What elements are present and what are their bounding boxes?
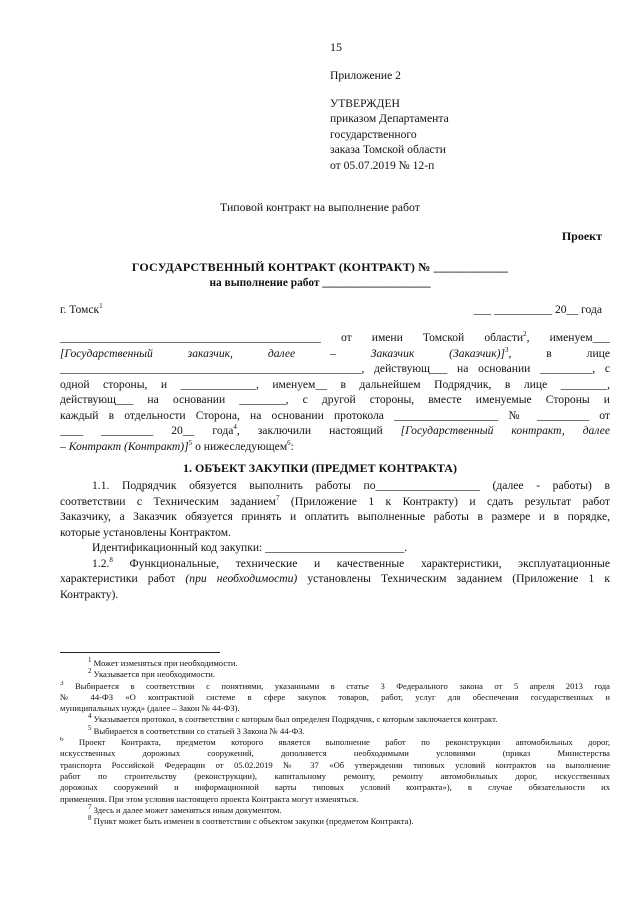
footnote-line: работ по строительству (реконструкции), капитальному ремонту, ремонту автомобильных дорог, искусственных <box>60 770 610 781</box>
paragraph-line: которые установлены Контрактом. <box>60 525 231 539</box>
text: ____ _________ 20__ года <box>60 424 234 437</box>
appendix-label: Приложение 2 <box>330 69 401 82</box>
text: , в лице <box>508 346 610 360</box>
text: Выбирается в соответствии с понятиями, указанными в статье 3 Федерального закона от 5 апреля 2013 года <box>74 680 610 691</box>
paragraph-line: 1.1. Подрядчик обязуется выполнить работы по__________________ (далее - работы) в <box>92 479 610 492</box>
footnote-ref: 4 <box>233 423 237 432</box>
procurement-code: Идентификационный код закупки: ________________________. <box>92 541 408 554</box>
city <box>60 303 103 316</box>
text: – Контракт (Контракт)] <box>60 439 189 453</box>
text: [Государственный заказчик, далее – Заказчик (Заказчик)] <box>60 346 506 360</box>
preamble-line <box>60 439 610 455</box>
footnote <box>60 658 610 669</box>
footnote-line: дорожных сооружений и информационной карты типовых условий контракта»), в случае обязательности их <box>60 782 610 793</box>
footnote-number: 2 <box>88 667 92 676</box>
text: [Государственный контракт, далее <box>400 424 610 437</box>
text: Здесь и далее может заменяться иным документом. <box>93 804 282 815</box>
text: (Приложение 1 к Контракту) и сдать результат работ <box>279 494 610 508</box>
text: _____________________________________________ от имени Томской области <box>60 331 524 344</box>
footnote <box>60 669 610 680</box>
section-body <box>60 478 610 602</box>
text: , именуем___ <box>526 331 610 344</box>
footnote-ref: 2 <box>523 330 527 339</box>
paragraph-line <box>60 494 610 510</box>
footnote-divider <box>60 652 220 653</box>
approval-block <box>330 68 590 173</box>
preamble-line <box>60 346 610 362</box>
contract-title-line2: на выполнение работ ___________________ <box>209 276 431 289</box>
text: : <box>290 439 294 453</box>
city-name: г. Томск <box>60 303 100 316</box>
text: соответствии с Техническим заданием <box>60 494 276 508</box>
text: Указывается протокол, в соответствии с которым был определен Подрядчик, с которым заключается контракт. <box>93 714 498 725</box>
text: Указывается при необходимости. <box>93 669 216 680</box>
footnote-number: 5 <box>88 723 92 732</box>
text: Проект Контракта, предметом которого является выполнение работ по реконструкции автомобильных дорог, <box>78 737 610 748</box>
text: Функциональные, технические и качественные характеристики, эксплуатационные <box>112 556 610 570</box>
footnote-line: № 44-ФЗ «О контрактной системе в сфере закупок товаров, работ, услуг для обеспечения государственных и <box>60 691 610 702</box>
text: (при необходимости) <box>185 572 298 585</box>
footnote <box>60 816 610 827</box>
preamble-line <box>60 423 610 439</box>
contract-title-line1: ГОСУДАРСТВЕННЫЙ КОНТРАКТ (КОНТРАКТ) № ____________ <box>131 260 509 274</box>
footnote-number: 8 <box>88 814 92 823</box>
footnote-line: транспорта Российской Федерации от 05.02.2019 № 37 «Об утверждении типовых условий контрактов на выполнение <box>60 759 610 770</box>
contract-date: ___ __________ 20__ года <box>473 303 602 316</box>
page-number: 15 <box>330 40 342 54</box>
footnote-line: муниципальных нужд» (далее – Закон № 44-ФЗ). <box>60 703 240 714</box>
text: , заключили настоящий <box>236 424 401 437</box>
footnote-line: применения. При этом условия настоящего проекта Контракта могут изменяться. <box>60 793 359 804</box>
text: о нижеследующем <box>192 439 288 453</box>
footnote-number: 4 <box>88 712 92 721</box>
text: Выбирается в соответствии со статьей 3 Закона № 44-ФЗ. <box>93 725 305 736</box>
approval-line: государственного <box>330 127 417 141</box>
preamble <box>60 330 610 454</box>
footnote <box>60 723 610 737</box>
approval-date: от 05.07.2019 № 12-п <box>330 158 435 172</box>
paragraph-line: Контракту). <box>60 587 119 601</box>
footnote-ref: 8 <box>109 555 113 564</box>
footnote <box>60 681 610 692</box>
template-title: Типовой контракт на выполнение работ <box>220 200 420 214</box>
footnote-number: 1 <box>88 656 92 665</box>
paragraph-line <box>60 556 610 572</box>
footnote <box>60 805 610 816</box>
footnote <box>60 714 610 725</box>
text: Пункт может быть изменен в соответствии с объектом закупки (предметом Контракта). <box>93 816 414 827</box>
footnote-number: 6 <box>60 737 64 744</box>
preamble-line: каждый в отдельности Сторона, на основании протокола __________________ № _________ от <box>60 408 610 422</box>
text: Может изменяться при необходимости. <box>93 658 238 668</box>
footnotes <box>60 658 610 827</box>
approved-label: УТВЕРЖДЕН <box>330 96 400 110</box>
project-label: Проект <box>561 229 602 243</box>
text: установлены Техническим заданием (Приложение 1 к <box>297 572 610 585</box>
preamble-line: действующ___ на основании ________, с другой стороны, вместе именуемые Стороны и <box>60 393 610 406</box>
paragraph-line: Заказчику, а Заказчик обязуется принять и оплатить выполненные работы в размере и в порядке, <box>60 510 610 523</box>
contract-title <box>0 260 640 291</box>
footnote-ref: 6 <box>287 438 291 447</box>
footnote-ref: 5 <box>188 438 193 447</box>
footnote-ref: 1 <box>99 302 103 311</box>
footnote <box>60 737 610 748</box>
approval-line: приказом Департамента <box>330 112 449 125</box>
approval-line: заказа Томской области <box>330 143 446 156</box>
preamble-line: одной стороны, и _____________, именуем__ в дальнейшем Подрядчик, в лице ________, <box>60 377 610 391</box>
footnote-ref: 3 <box>505 345 509 354</box>
footnote-line: искусственных дорожных сооружений, дополняется необходимыми условиями (приказ Министерства <box>60 748 610 759</box>
footnote-number: 3 <box>60 680 64 687</box>
preamble-line: ____________________________________________________, действующ___ на основании _________, с <box>60 362 610 375</box>
text: 1.2. <box>92 556 110 570</box>
preamble-line <box>60 330 610 346</box>
section-title: 1. ОБЪЕКТ ЗАКУПКИ (ПРЕДМЕТ КОНТРАКТА) <box>183 461 457 475</box>
footnote-ref: 7 <box>275 493 280 502</box>
paragraph-line <box>60 571 610 587</box>
text: характеристики работ <box>60 572 186 585</box>
footnote-number: 7 <box>88 803 92 811</box>
